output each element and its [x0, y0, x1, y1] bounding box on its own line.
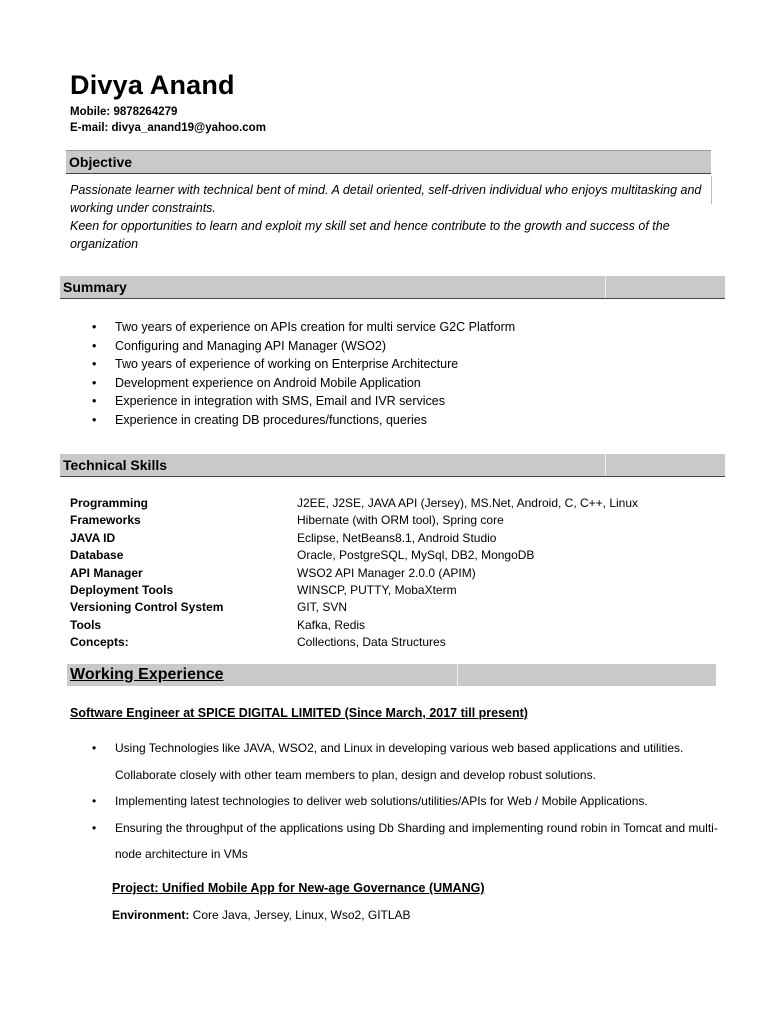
skills-table [70, 495, 638, 652]
experience-bar-divider [457, 664, 458, 686]
bullet-icon: • [92, 357, 97, 372]
job-title: Software Engineer at SPICE DIGITAL LIMITED (Since March, 2017 till present) [70, 706, 528, 720]
project-title: Project: Unified Mobile App for New-age Governance (UMANG) [112, 881, 485, 895]
bullet-icon: • [92, 375, 97, 390]
summary-item: • Development experience on Android Mobile Application [92, 374, 515, 393]
objective-line-2: Keen for opportunities to learn and exploit my skill set and hence contribute to the growth and success of the organization [70, 219, 670, 251]
email-address: E-mail: divya_anand19@yahoo.com [70, 122, 266, 134]
summary-section-header [60, 276, 725, 299]
summary-item: • Two years of experience on APIs creation for multi service G2C Platform [92, 318, 515, 337]
skill-row: Frameworks Hibernate (with ORM tool), Spring core [70, 513, 504, 528]
skill-row: Database Oracle, PostgreSQL, MySql, DB2, MongoDB [70, 548, 535, 563]
responsibility-item: • Using Technologies like JAVA, WSO2, and Linux in developing various web based applications and utilities. Collaborate closely with other team members to plan, design and develop robust solutions. [92, 735, 732, 788]
working-experience-section-header [67, 664, 716, 686]
work-responsibilities-list [92, 735, 732, 868]
candidate-name: Divya Anand [70, 70, 235, 100]
environment-label: Environment: [112, 908, 190, 922]
responsibility-item: • Ensuring the throughput of the applications using Db Sharding and implementing round robin in Tomcat and multi-node architecture in VMs [92, 815, 732, 868]
environment-value: Core Java, Jersey, Linux, Wso2, GITLAB [189, 908, 411, 922]
skill-row: Concepts: Collections, Data Structures [70, 635, 446, 650]
objective-section-header [66, 150, 711, 174]
summary-bar-divider [605, 276, 606, 298]
bullet-icon: • [92, 741, 97, 755]
summary-heading: Summary [63, 279, 127, 295]
bullet-icon: • [92, 794, 97, 809]
skill-row: JAVA ID Eclipse, NetBeans8.1, Android Studio [70, 530, 497, 545]
summary-item: • Configuring and Managing API Manager (WSO2) [92, 337, 515, 356]
summary-item: • Experience in creating DB procedures/functions, queries [92, 411, 515, 430]
objective-heading: Objective [69, 154, 133, 170]
bullet-icon: • [92, 394, 97, 409]
technical-skills-heading: Technical Skills [63, 457, 168, 473]
mobile-number: Mobile: 9878264279 [70, 106, 178, 118]
responsibility-item: • Implementing latest technologies to deliver web solutions/utilities/APIs for Web / Mobile Applications. [92, 788, 732, 815]
working-experience-heading: Working Experience [70, 666, 224, 683]
objective-border [711, 176, 712, 204]
objective-text [70, 181, 710, 253]
technical-skills-section-header [60, 454, 725, 477]
summary-list [92, 318, 515, 430]
project-environment [112, 908, 411, 922]
objective-line-1: Passionate learner with technical bent of mind. A detail oriented, self-driven individual who enjoys multitasking and working under constraints. [70, 183, 702, 215]
skills-bar-divider [605, 454, 606, 476]
summary-item: • Two years of experience of working on Enterprise Architecture [92, 355, 515, 374]
skill-row: Programming J2EE, J2SE, JAVA API (Jersey), MS.Net, Android, C, C++, Linux [70, 496, 639, 510]
skill-row: Tools Kafka, Redis [70, 617, 366, 632]
summary-item: • Experience in integration with SMS, Email and IVR services [92, 392, 515, 411]
bullet-icon: • [92, 338, 97, 353]
skill-row: Deployment Tools WINSCP, PUTTY, MobaXterm [70, 583, 457, 598]
skill-row: Versioning Control System GIT, SVN [70, 600, 348, 615]
skill-row: API Manager WSO2 API Manager 2.0.0 (APIM) [70, 565, 476, 580]
bullet-icon: • [92, 320, 97, 334]
bullet-icon: • [92, 820, 97, 835]
bullet-icon: • [92, 412, 97, 427]
